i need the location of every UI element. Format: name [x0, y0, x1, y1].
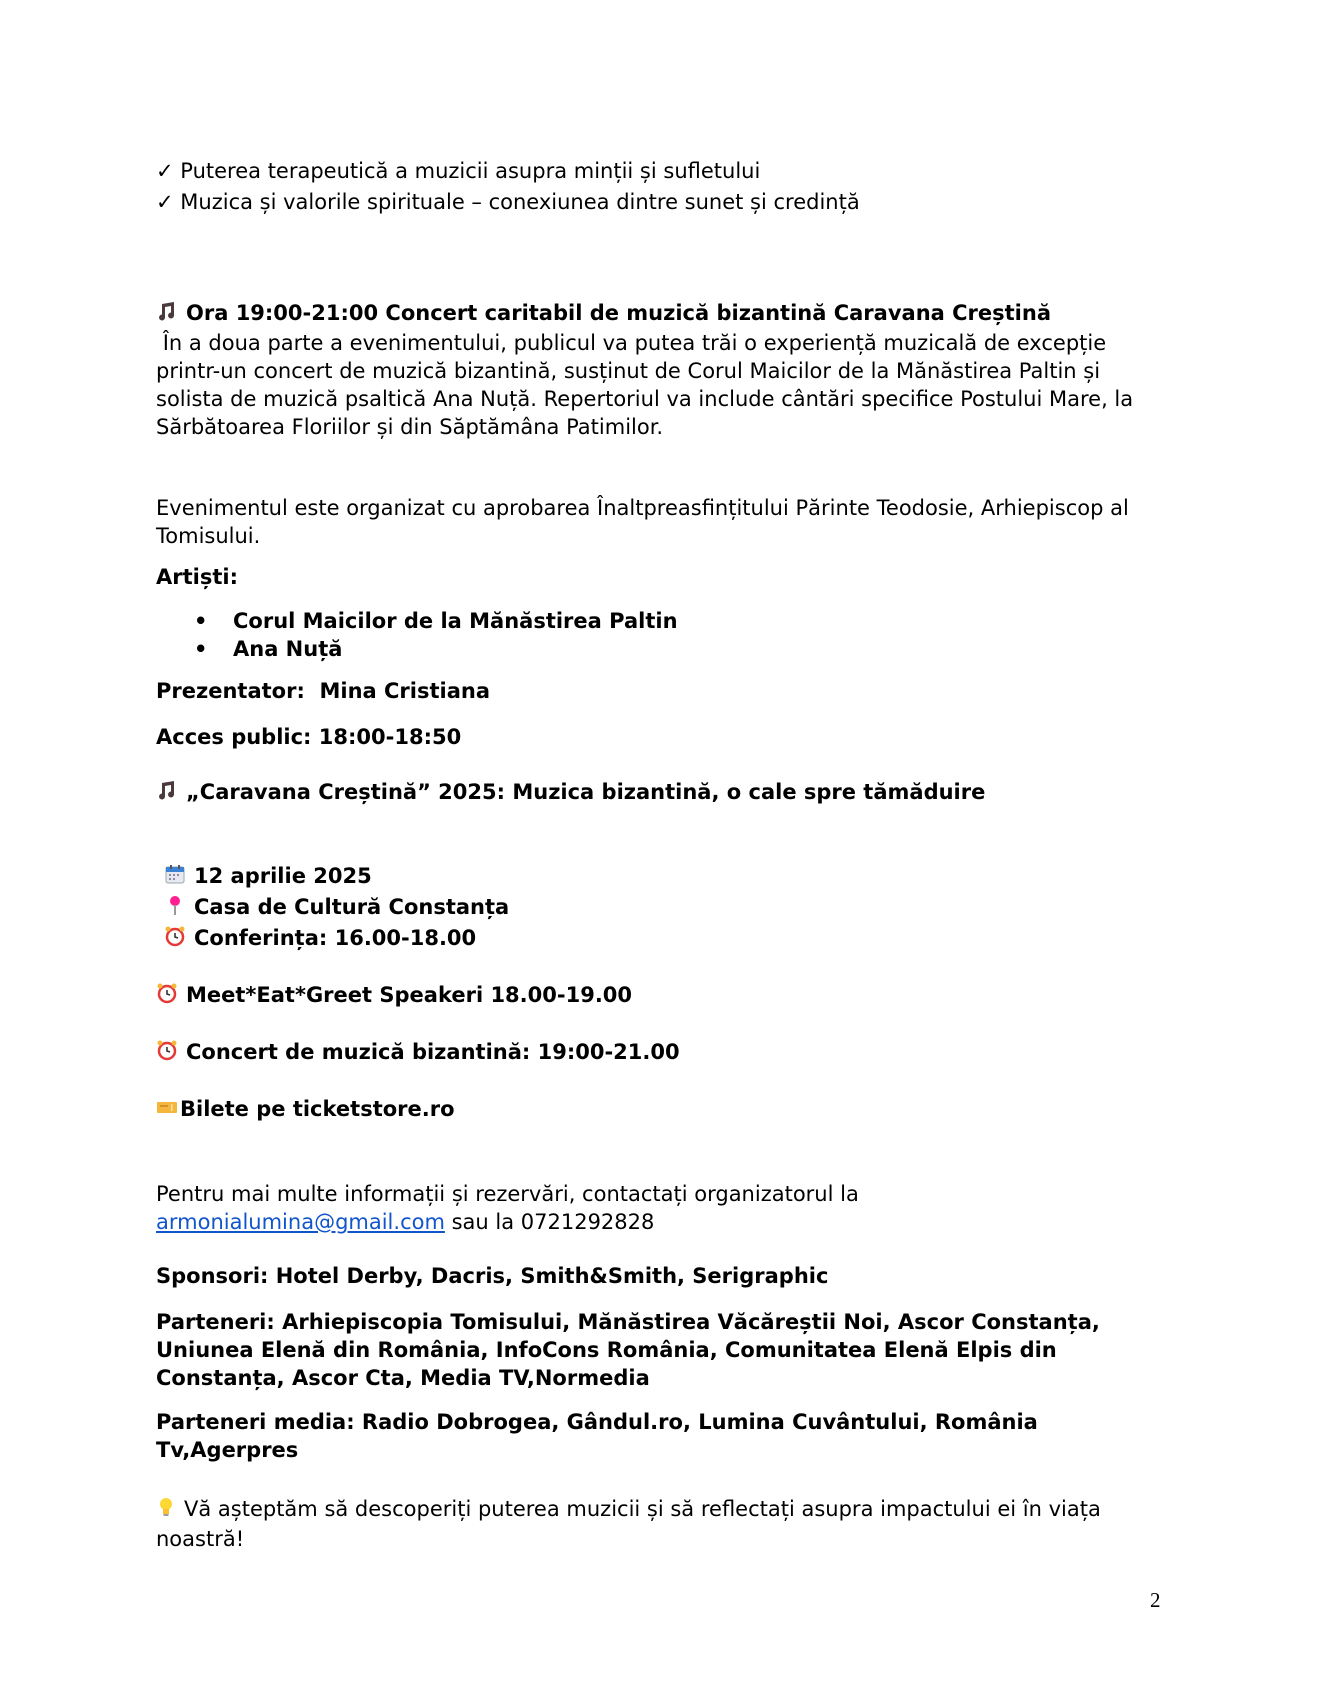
- detail-text: Casa de Cultură Constanța: [194, 895, 510, 919]
- musical-notes-icon: [156, 779, 178, 808]
- calendar-icon: [164, 863, 186, 892]
- contact-prefix: Pentru mai multe informații și rezervări, contactați organizatorul la: [156, 1182, 859, 1206]
- musical-notes-icon: [156, 300, 178, 329]
- detail-conference: [164, 924, 476, 954]
- detail-text: Conferința: 16.00-18.00: [194, 926, 477, 950]
- page-number: 2: [1150, 1588, 1161, 1612]
- checklist-item: [156, 188, 1166, 216]
- checkmark-icon: ✓: [156, 190, 174, 214]
- detail-date: [164, 862, 372, 892]
- alarm-clock-icon: [164, 925, 186, 954]
- presenter-line: [156, 677, 490, 705]
- artists-label: Artiști:: [156, 565, 238, 589]
- public-access-line: [156, 723, 461, 751]
- presenter-value: Mina Cristiana: [312, 679, 490, 703]
- sponsors: Sponsori: Hotel Derby, Dacris, Smith&Smith, Serigraphic: [156, 1264, 829, 1288]
- event-title-text: „Caravana Creștină” 2025: Muzica bizantină, o cale spre tămăduire: [186, 780, 986, 804]
- alarm-clock-icon: [156, 1039, 178, 1068]
- event-title: [156, 778, 985, 808]
- concert-heading-text: Ora 19:00-21:00 Concert caritabil de muzică bizantină Caravana Creștină: [186, 301, 1051, 325]
- email-link[interactable]: armonialumina@gmail.com: [156, 1210, 445, 1234]
- schedule-text: Meet*Eat*Greet Speakeri 18.00-19.00: [186, 983, 633, 1007]
- checklist: [156, 157, 1166, 216]
- checklist-item: [156, 157, 1166, 185]
- checklist-text: Puterea terapeutică a muzicii asupra minții și sufletului: [180, 159, 761, 183]
- tickets-line: [156, 1095, 455, 1125]
- checkmark-icon: ✓: [156, 159, 174, 183]
- concert-heading: [156, 299, 1166, 329]
- artist-item: • Ana Nuță: [156, 635, 1166, 663]
- schedule-concert: [156, 1038, 680, 1068]
- tickets-text: Bilete pe ticketstore.ro: [180, 1097, 455, 1121]
- public-access-label: Acces public:: [156, 725, 312, 749]
- checklist-text: Muzica și valorile spirituale – conexiunea dintre sunet și credință: [180, 190, 860, 214]
- schedule-text: Concert de muzică bizantină: 19:00-21.00: [186, 1040, 680, 1064]
- detail-location: [164, 893, 509, 923]
- schedule-meet: [156, 981, 632, 1011]
- concert-section: [156, 299, 1166, 441]
- artists-list: [156, 607, 1166, 663]
- artist-item: • Corul Maicilor de la Mănăstirea Paltin: [156, 607, 1166, 635]
- approval-text: Evenimentul este organizat cu aprobarea Înaltpreasfințitului Părinte Teodosie, Arhiepiscop al Tomisului.: [156, 496, 1129, 548]
- pushpin-icon: [164, 894, 186, 923]
- alarm-clock-icon: [156, 982, 178, 1011]
- contact-phone: sau la 0721292828: [444, 1210, 655, 1234]
- media-partners: Parteneri media: Radio Dobrogea, Gândul.ro, Lumina Cuvântului, România Tv,Agerpres: [156, 1410, 1038, 1462]
- ticket-icon: [156, 1096, 178, 1125]
- concert-body: În a doua parte a evenimentului, publicul va putea trăi o experiență muzicală de excepție printr-un concert de muzică bizantină, susținut de Corul Maicilor de la Mănăstirea Paltin și solista de muzică psaltică Ana Nuță. Repertoriul va include cântări specifice Postului Mare, la Sărbătoarea Floriilor și din Săptămâna Patimilor.: [156, 330, 1140, 439]
- public-access-value: 18:00-18:50: [318, 725, 462, 749]
- light-bulb-icon: [156, 1496, 176, 1525]
- closing-note: [156, 1495, 1166, 1553]
- partners: Parteneri: Arhiepiscopia Tomisului, Mănăstirea Văcăreștii Noi, Ascor Constanța, Uniunea Elenă din România, InfoCons România, Comunitatea Elenă Elpis din Constanța, Ascor Cta, Media TV,Normedia: [156, 1310, 1100, 1390]
- detail-text: 12 aprilie 2025: [194, 864, 372, 888]
- closing-text: Vă așteptăm să descoperiți puterea muzicii și să reflectați asupra impactului ei în viața noastră!: [156, 1497, 1101, 1551]
- presenter-label: Prezentator:: [156, 679, 305, 703]
- contact-info: [156, 1180, 1166, 1236]
